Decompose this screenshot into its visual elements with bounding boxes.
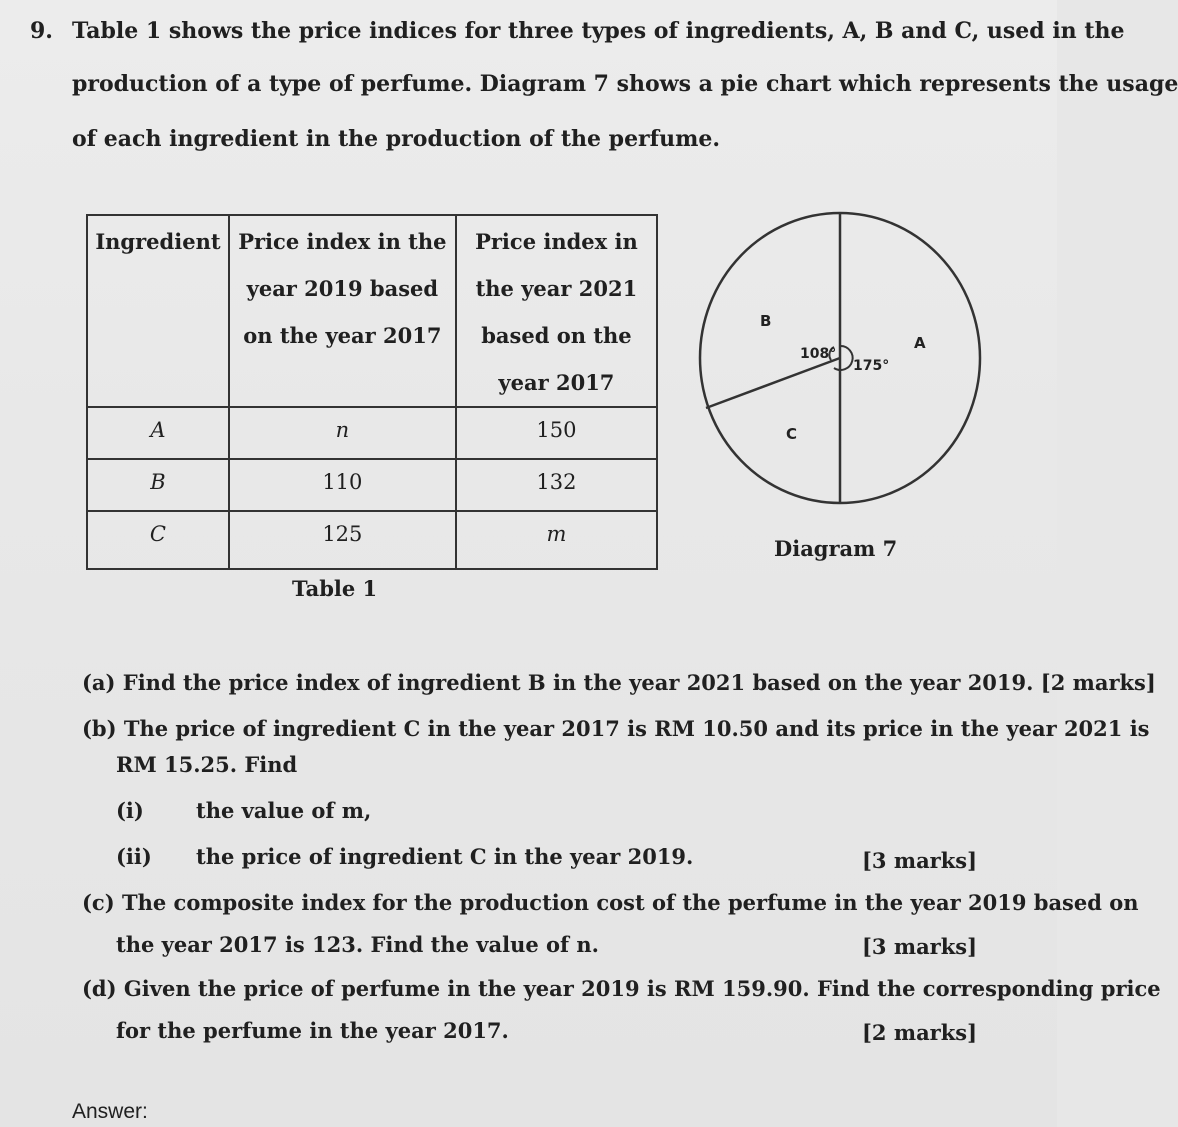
question-number: 9. bbox=[30, 18, 53, 44]
header-index-2019 bbox=[229, 215, 456, 407]
table-row bbox=[87, 407, 657, 459]
header-ingredient: Ingredient bbox=[87, 215, 229, 407]
part-b-i-label: (i) bbox=[116, 798, 144, 823]
header-2019-line-3: on the year 2017 bbox=[243, 323, 442, 348]
row-a-ingredient: A bbox=[87, 407, 229, 459]
slice-label-a: A bbox=[914, 334, 926, 352]
part-b-ii-text: the price of ingredient C in the year 2019. bbox=[196, 844, 694, 869]
part-b-ii-label: (ii) bbox=[116, 844, 152, 869]
header-2021-line-1: Price index in bbox=[475, 229, 638, 254]
header-2019-line-1: Price index in the bbox=[238, 229, 447, 254]
header-2021-line-2: the year 2021 bbox=[475, 276, 638, 301]
pie-divider-left bbox=[706, 358, 840, 408]
part-d-line-1: (d) Given the price of perfume in the year 2019 is RM 159.90. Find the corresponding price bbox=[82, 976, 1161, 1001]
intro-line-2: production of a type of perfume. Diagram 7 shows a pie chart which represents the usage bbox=[72, 71, 1178, 97]
table-row bbox=[87, 459, 657, 511]
intro-line-1: Table 1 shows the price indices for three types of ingredients, A, B and C, used in the bbox=[72, 18, 1125, 44]
answer-label: Answer: bbox=[72, 1100, 148, 1123]
part-c-marks: [3 marks] bbox=[862, 934, 978, 959]
row-b-index-2021: 132 bbox=[456, 459, 657, 511]
header-2019-line-2: year 2019 based bbox=[246, 276, 439, 301]
slice-label-b: B bbox=[760, 312, 772, 330]
header-2021-line-3: based on the bbox=[481, 323, 632, 348]
part-c-line-2: the year 2017 is 123. Find the value of n. bbox=[116, 932, 599, 957]
diagram-caption: Diagram 7 bbox=[774, 536, 898, 561]
row-a-index-2021: 150 bbox=[456, 407, 657, 459]
table-caption: Table 1 bbox=[292, 576, 378, 601]
table-header-row bbox=[87, 215, 657, 407]
row-a-index-2019: n bbox=[229, 407, 456, 459]
part-b-line-1: (b) The price of ingredient C in the year 2017 is RM 10.50 and its price in the year 2021 is bbox=[82, 716, 1150, 741]
part-a-text: (a) Find the price index of ingredient B in the year 2021 based on the year 2019. [2 marks] bbox=[82, 670, 1156, 695]
part-b-line-2: RM 15.25. Find bbox=[116, 752, 298, 777]
row-b-index-2019: 110 bbox=[229, 459, 456, 511]
pie-chart bbox=[700, 208, 1000, 513]
angle-label-b: 108° bbox=[800, 346, 837, 362]
row-c-index-2019: 125 bbox=[229, 511, 456, 569]
part-c-line-1: (c) The composite index for the production cost of the perfume in the year 2019 based on bbox=[82, 890, 1139, 915]
part-b-marks: [3 marks] bbox=[862, 848, 978, 873]
part-d-line-2: for the perfume in the year 2017. bbox=[116, 1018, 509, 1043]
part-d-marks: [2 marks] bbox=[862, 1020, 978, 1045]
row-c-ingredient: C bbox=[87, 511, 229, 569]
row-c-index-2021: m bbox=[456, 511, 657, 569]
price-index-table bbox=[86, 214, 658, 570]
header-index-2021 bbox=[456, 215, 657, 407]
part-b-i-text: the value of m, bbox=[196, 798, 372, 823]
slice-label-c: C bbox=[786, 425, 798, 443]
intro-line-3: of each ingredient in the production of the perfume. bbox=[72, 126, 721, 152]
header-2021-line-4: year 2017 bbox=[498, 370, 615, 395]
table-row bbox=[87, 511, 657, 569]
row-b-ingredient: B bbox=[87, 459, 229, 511]
angle-label-a: 175° bbox=[853, 358, 890, 374]
